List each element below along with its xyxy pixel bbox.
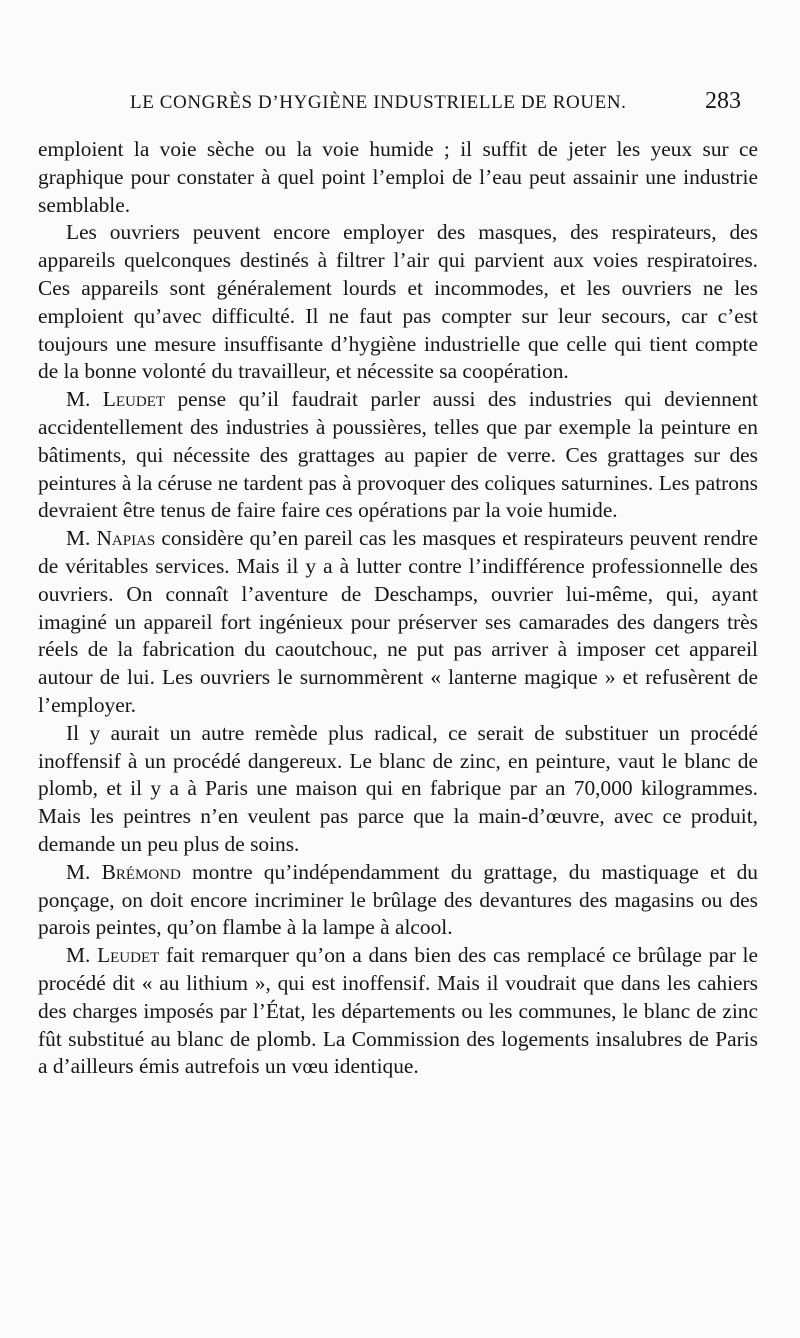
paragraph-2 [38, 219, 758, 386]
speaker-name: Brémond [101, 859, 181, 884]
paragraph-4 [38, 525, 758, 720]
speaker-prefix: M. [66, 859, 91, 884]
paragraph-text: montre qu’indépendamment du grattage, du mastiquage et du ponçage, on doit encore incriminer le brûlage des devantures des magasins ou des parois peintes, qu’on flambe à la lampe à alcool. [38, 859, 758, 940]
speaker-prefix: M. [66, 526, 91, 551]
paragraph-text: fait remarquer qu’on a dans bien des cas remplacé ce brûlage par le procédé dit « au lithium », qui est inoffensif. Mais il voudrait que dans les cahiers des charges imposés par l’État, les départements ou les communes, le blanc de zinc fût substitué au blanc de plomb. La Commission des logements insalubres de Paris a d’ailleurs émis autrefois un vœu identique. [38, 943, 758, 1079]
paragraph-text: Il y aurait un autre remède plus radical, ce serait de substituer un procédé inoffensif à un procédé dangereux. Le blanc de zinc, en peinture, vaut le blanc de plomb, et il y a à Paris une maison qui en fabrique par an 70,000 kilogrammes. Mais les peintres n’en veulent pas parce que la main-d’œuvre, avec ce produit, demande un peu plus de soins. [38, 720, 758, 856]
paragraph-text: Les ouvriers peuvent encore employer des masques, des respirateurs, des appareils quelconques destinés à filtrer l’air qui parvient aux voies respiratoires. Ces appareils sont généralement lourds et incommodes, et les ouvriers ne les emploient qu’avec difficulté. Il ne faut pas compter sur leur secours, car c’est toujours une mesure insuffisante d’hygiène industrielle que celle qui tient compte de la bonne volonté du travailleur, et nécessite sa coopération. [38, 220, 758, 384]
running-header [0, 88, 800, 128]
paragraph-7 [38, 942, 758, 1081]
paragraph-6 [38, 859, 758, 942]
paragraph-text: emploient la voie sèche ou la voie humide ; il suffit de jeter les yeux sur ce graphique pour constater à quel point l’emploi de l’eau peut assainir une industrie semblable. [38, 137, 758, 217]
speaker-name: Napias [96, 526, 156, 551]
paragraph-1 [38, 136, 758, 219]
running-title: LE CONGRÈS D’HYGIÈNE INDUSTRIELLE DE ROUEN. [130, 92, 627, 113]
speaker-name: Leudet [97, 943, 160, 968]
speaker-name: Leudet [102, 387, 166, 412]
body-text [38, 136, 758, 1081]
paragraph-3 [38, 386, 758, 525]
speaker-prefix: M. [66, 943, 91, 968]
paragraph-text: considère qu’en pareil cas les masques et respirateurs peuvent rendre de véritables services. Mais il y a à lutter contre l’indifférence professionnelle des ouvriers. On connaît l’aventure de Deschamps, ouvrier lui-même, qui, ayant imaginé un appareil fort ingénieux pour préserver ses camarades des dangers très réels de la fabrication du caoutchouc, ne put pas arriver à imposer cet appareil autour de lui. Les ouvriers le surnommèrent « lanterne magique » et refusèrent de l’employer. [38, 526, 758, 717]
page-number: 283 [705, 88, 741, 114]
paragraph-text: pense qu’il faudrait parler aussi des industries qui deviennent accidentellement des industries à poussières, telles que par exemple la peinture en bâtiments, qui nécessite des grattages au papier de verre. Ces grattages sur des peintures à la céruse ne tardent pas à provoquer des coliques saturnines. Les patrons devraient être tenus de faire faire ces opérations par la voie humide. [38, 387, 758, 523]
paragraph-5 [38, 720, 758, 859]
speaker-prefix: M. [66, 387, 91, 412]
